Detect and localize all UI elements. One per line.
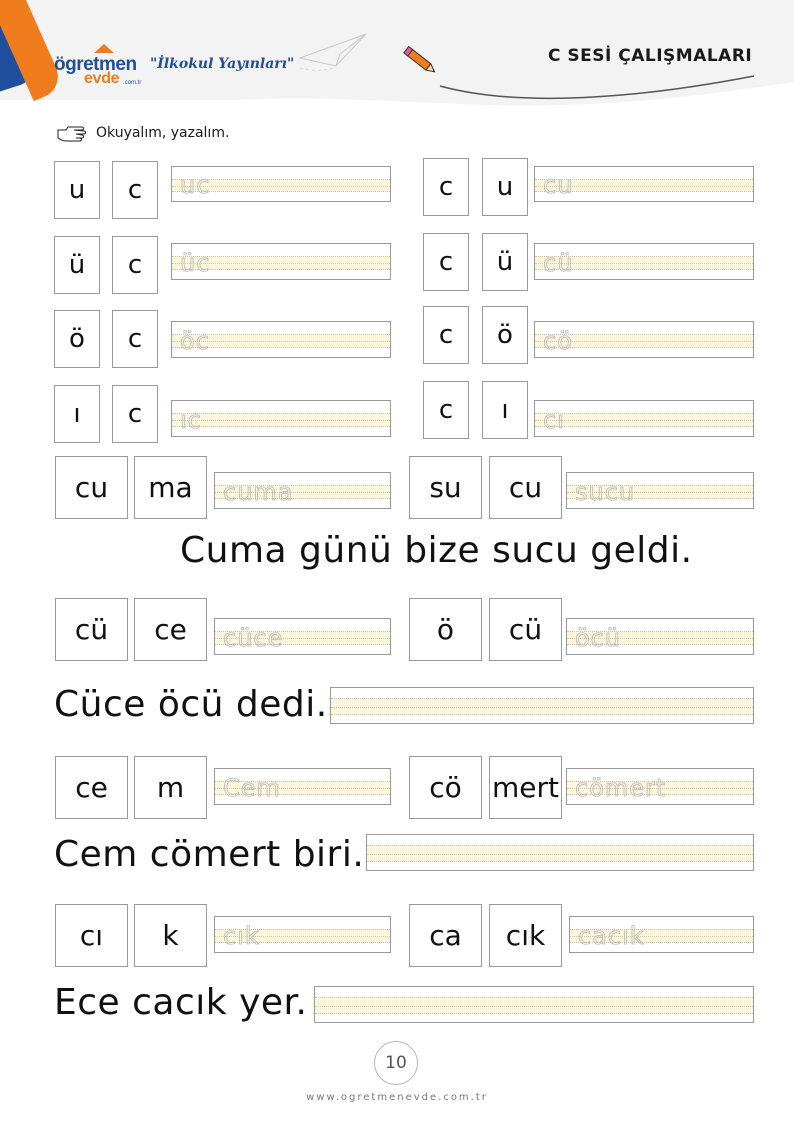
publisher-name: "İlkokul Yayınları" xyxy=(150,56,295,72)
pointing-hand-icon xyxy=(56,124,88,142)
syllable-box: cu xyxy=(55,456,128,519)
syllable-box: cık xyxy=(489,904,562,967)
trace-text: cacık xyxy=(578,922,645,950)
writing-line[interactable] xyxy=(566,768,754,805)
letter-box: ö xyxy=(54,310,100,368)
syllable-box: cü xyxy=(489,598,562,661)
pencil-icon xyxy=(402,44,442,80)
syllable-box: ma xyxy=(134,456,207,519)
syllable-box: su xyxy=(409,456,482,519)
page-title: C SESİ ÇALIŞMALARI xyxy=(548,46,753,66)
sentence-writing-line[interactable] xyxy=(330,687,754,724)
writing-line[interactable] xyxy=(214,472,391,509)
trace-text: uc xyxy=(180,171,211,199)
letter-box: c xyxy=(423,306,469,364)
letter-box: u xyxy=(482,158,528,216)
trace-text: cı xyxy=(543,406,565,434)
writing-line[interactable] xyxy=(171,321,391,358)
letter-box: c xyxy=(112,161,158,219)
writing-line[interactable] xyxy=(534,243,754,280)
sentence: Cuma günü bize sucu geldi. xyxy=(180,530,693,571)
sentence: Cüce öcü dedi. xyxy=(54,684,328,725)
syllable-box: ö xyxy=(409,598,482,661)
trace-text: ıc xyxy=(180,406,202,434)
letter-box: ü xyxy=(482,233,528,291)
logo-text-top: ögretmen xyxy=(54,54,137,75)
trace-text: üc xyxy=(180,249,211,277)
letter-box: ö xyxy=(482,306,528,364)
trace-text: cüce xyxy=(223,624,284,652)
letter-box: c xyxy=(112,310,158,368)
letter-box: c xyxy=(112,236,158,294)
writing-line[interactable] xyxy=(566,618,754,655)
paper-plane-icon xyxy=(296,28,376,76)
syllable-box: cı xyxy=(55,904,128,967)
syllable-box: cu xyxy=(489,456,562,519)
trace-text: cık xyxy=(223,922,260,950)
writing-line[interactable] xyxy=(171,166,391,202)
writing-line[interactable] xyxy=(214,768,391,805)
sentence: Ece cacık yer. xyxy=(54,982,308,1023)
writing-line[interactable] xyxy=(534,400,754,437)
writing-line[interactable] xyxy=(171,400,391,437)
letter-box: c xyxy=(112,385,158,443)
house-roof-icon xyxy=(94,44,114,53)
syllable-box: ce xyxy=(134,598,207,661)
logo-text-bottom: evde xyxy=(84,70,120,87)
trace-text: cuma xyxy=(223,478,294,506)
letter-box: c xyxy=(423,158,469,216)
letter-box: c xyxy=(423,233,469,291)
letter-box: c xyxy=(423,381,469,439)
syllable-box: ca xyxy=(409,904,482,967)
writing-line[interactable] xyxy=(534,321,754,358)
sentence-writing-line[interactable] xyxy=(366,834,754,871)
sentence-writing-line[interactable] xyxy=(314,986,754,1023)
website-url: www.ogretmenevde.com.tr xyxy=(306,1092,488,1103)
syllable-box: ce xyxy=(55,756,128,819)
trace-text: Cem xyxy=(223,774,281,802)
trace-text: cü xyxy=(543,249,574,277)
trace-text: cu xyxy=(543,171,574,199)
writing-line[interactable] xyxy=(171,243,391,280)
writing-line[interactable] xyxy=(534,166,754,202)
writing-line[interactable] xyxy=(569,916,754,953)
syllable-box: k xyxy=(134,904,207,967)
letter-box: ü xyxy=(54,236,100,294)
trace-text: cömert xyxy=(575,774,667,802)
syllable-box: cü xyxy=(55,598,128,661)
writing-line[interactable] xyxy=(214,618,391,655)
syllable-box: mert xyxy=(489,756,562,819)
trace-text: öcü xyxy=(575,624,622,652)
writing-line[interactable] xyxy=(566,472,754,509)
letter-box: ı xyxy=(482,381,528,439)
trace-text: cö xyxy=(543,327,573,355)
letter-box: u xyxy=(54,161,100,219)
instruction-text: Okuyalım, yazalım. xyxy=(96,125,230,141)
page-number: 10 xyxy=(374,1041,418,1085)
trace-text: sucu xyxy=(575,478,636,506)
publisher-logo xyxy=(54,46,146,96)
syllable-box: cö xyxy=(409,756,482,819)
sentence: Cem cömert biri. xyxy=(54,834,365,875)
writing-line[interactable] xyxy=(214,916,391,953)
syllable-box: m xyxy=(134,756,207,819)
trace-text: öc xyxy=(180,327,210,355)
letter-box: ı xyxy=(54,385,100,443)
logo-suffix: .com.tr xyxy=(123,80,142,86)
instruction xyxy=(56,124,229,142)
